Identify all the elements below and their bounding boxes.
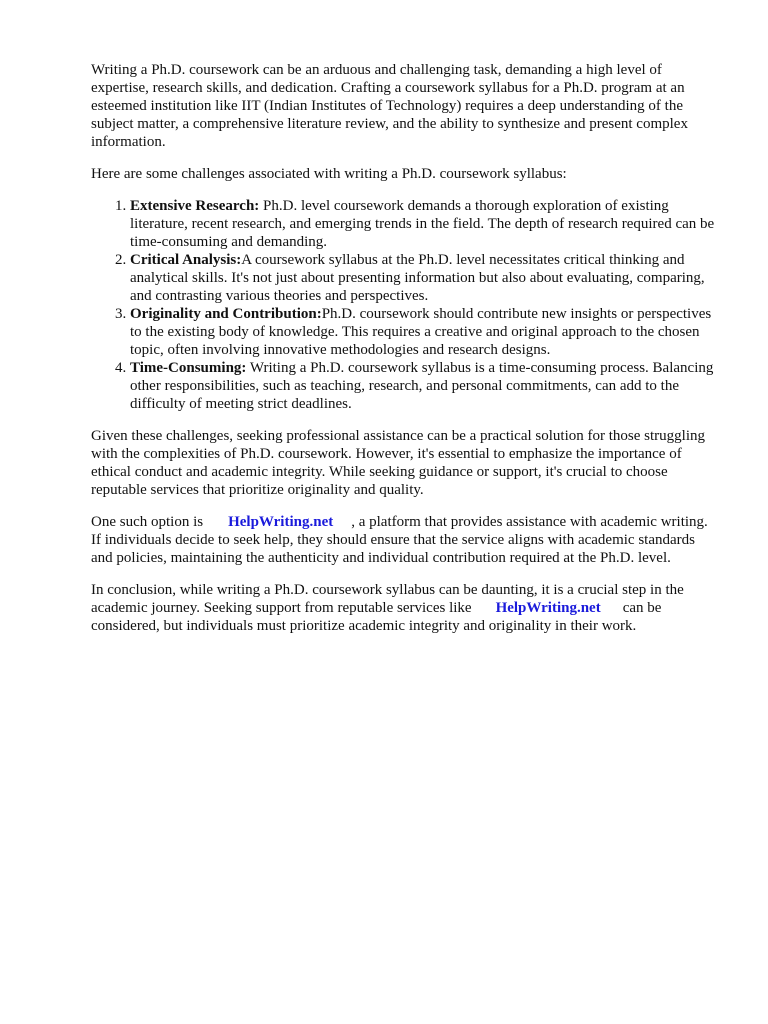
document-body (91, 61, 719, 649)
list-item-term: Critical Analysis: (130, 252, 242, 268)
list-item-term: Originality and Contribution: (130, 306, 322, 322)
conclusion-text-after: can be considered, but individuals must prioritize academic integrity and originality in their work. (91, 600, 662, 634)
challenges-intro-paragraph: Here are some challenges associated with writing a Ph.D. coursework syllabus: (91, 166, 567, 182)
conclusion-text-before: In conclusion, while writing a Ph.D. coursework syllabus can be daunting, it is a crucial step in the academic journey. Seeking support from reputable services like (91, 582, 684, 616)
list-item (130, 359, 719, 413)
list-item-text: A coursework syllabus at the Ph.D. level necessitates critical thinking and analytical skills. It's not just about presenting information but also about evaluating, comparing, and contrasting various theories and perspectives. (130, 252, 705, 304)
list-item (130, 251, 719, 305)
intro-paragraph: Writing a Ph.D. coursework can be an arduous and challenging task, demanding a high level of expertise, research skills, and dedication. Crafting a coursework syllabus for a Ph.D. program at an esteemed institution like IIT (Indian Institutes of Technology) requires a deep understanding of the subject matter, a comprehensive literature review, and the ability to synthesize and present complex information. (91, 62, 688, 150)
given-paragraph: Given these challenges, seeking professional assistance can be a practical solution for those struggling with the complexities of Ph.D. coursework. However, it's essential to emphasize the importance of ethical conduct and academic integrity. While seeking guidance or support, it's crucial to choose reputable services that prioritize originality and quality. (91, 428, 705, 498)
list-item (130, 305, 719, 359)
option-text-before: One such option is (91, 514, 204, 530)
list-item-text: Ph.D. coursework should contribute new insights or perspectives to the existing body of knowledge. This requires a creative and original approach to the chosen topic, often involving innovative methodologies and research designs. (130, 306, 712, 358)
option-paragraph (91, 513, 719, 567)
list-item-term: Extensive Research: (130, 198, 260, 214)
challenges-list (91, 197, 719, 413)
helpwriting-link[interactable]: HelpWriting.net (228, 514, 334, 530)
list-item-text: Ph.D. level coursework demands a thorough exploration of existing literature, recent research, and emerging trends in the field. The depth of research required can be time-consuming and demanding. (130, 198, 715, 250)
conclusion-paragraph (91, 581, 719, 635)
list-item-term: Time-Consuming: (130, 360, 247, 376)
list-item-text: Writing a Ph.D. coursework syllabus is a time-consuming process. Balancing other responsibilities, such as teaching, research, and personal commitments, can add to the difficulty of meeting strict deadlines. (130, 360, 714, 412)
helpwriting-link[interactable]: HelpWriting.net (495, 600, 601, 616)
list-item (130, 197, 719, 251)
option-text-after: , a platform that provides assistance with academic writing. If individuals decide to seek help, they should ensure that the service aligns with academic standards and policies, maintaining the authenticity and individual contribution required at the Ph.D. level. (91, 514, 708, 566)
